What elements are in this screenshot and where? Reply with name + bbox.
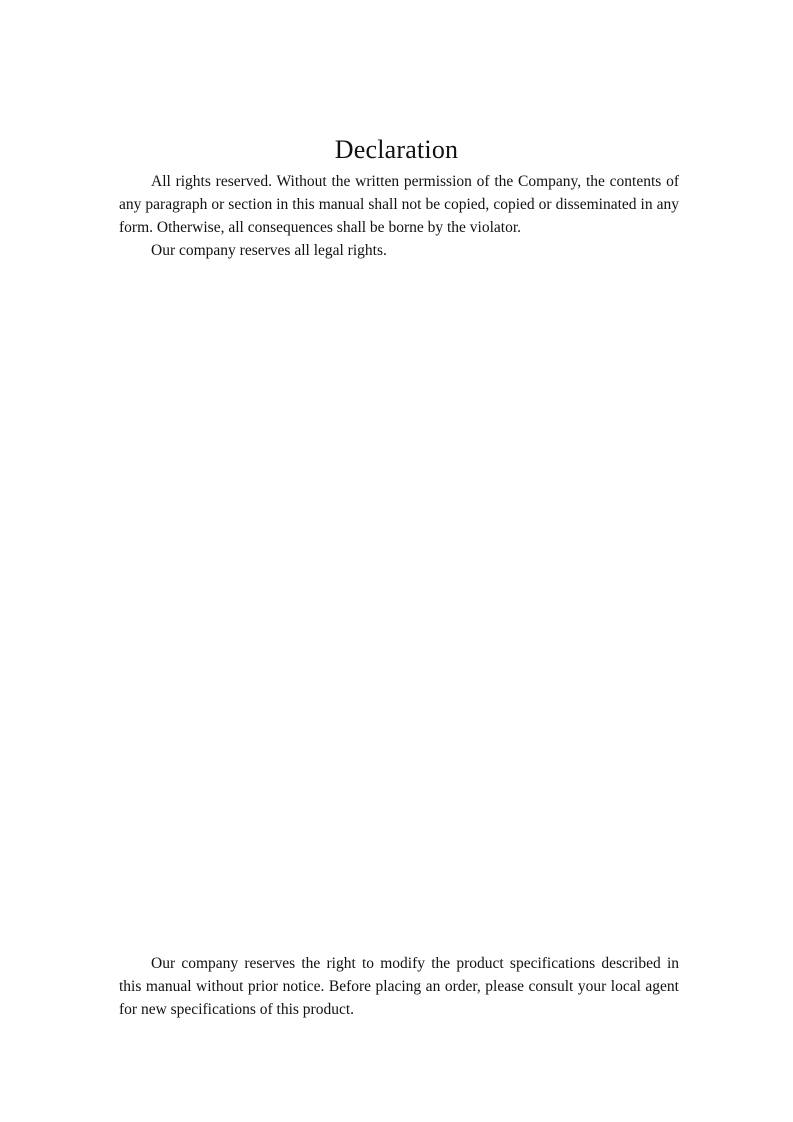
specifications-paragraph: Our company reserves the right to modify the product specifications described in this manual without prior notice. Before placing an order, please consult your local agent for new specifications of this product. [119, 955, 679, 1018]
page-title: Declaration [334, 135, 459, 164]
rights-paragraph: All rights reserved. Without the written permission of the Company, the contents of any paragraph or section in this manual shall not be copied, copied or disseminated in any form. Otherwise, all consequences shall be borne by the violator. [119, 173, 679, 236]
declaration-top-section [119, 170, 679, 262]
declaration-bottom-section [119, 952, 679, 1021]
legal-rights-paragraph: Our company reserves all legal rights. [151, 242, 387, 259]
